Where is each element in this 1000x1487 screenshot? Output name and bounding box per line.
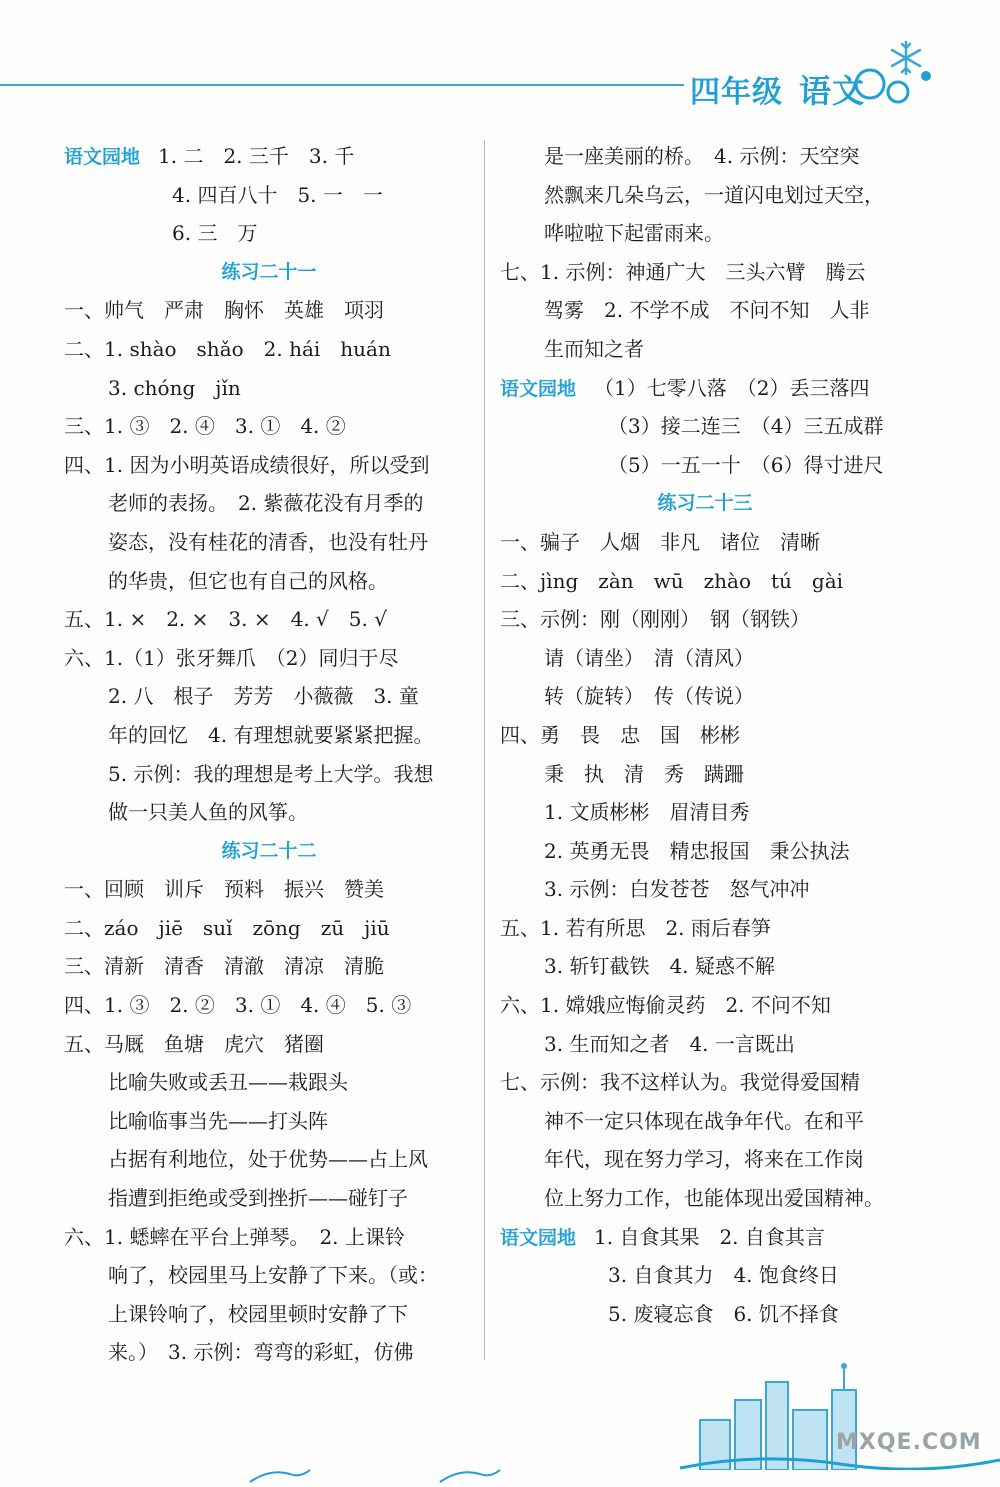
answer-line: [64, 600, 474, 639]
answer-text: 七、1. 示例：神通广大 三头六臂 腾云: [500, 259, 866, 284]
answer-text: 二、1. shào shǎo 2. hái huán: [64, 336, 391, 361]
answer-text: 二、jìng zàn wū zhào tú gài: [500, 568, 844, 593]
answer-text: 比喻失败或丢丑——栽跟头: [108, 1070, 348, 1095]
answer-text: 6. 三 万: [172, 221, 258, 246]
answer-text: 神不一定只体现在战争年代。在和平: [544, 1108, 864, 1133]
answer-text: 然飘来几朵乌云，一道闪电划过天空，: [544, 182, 884, 207]
answer-text: 1. 自食其果 2. 自食其言: [594, 1224, 825, 1249]
answer-text: 2. 八 根子 芳芳 小薇薇 3. 童: [108, 684, 419, 709]
answer-text: 3. chóng jǐn: [108, 375, 241, 400]
answer-text: 位上努力工作，也能体现出爱国精神。: [544, 1186, 884, 1211]
answer-line: [64, 909, 474, 948]
answer-line: [500, 330, 910, 369]
answer-text: 是一座美丽的桥。 4. 示例：天空突: [544, 144, 860, 168]
answer-text: 二、záo jiē suǐ zōng zū jiū: [64, 915, 390, 940]
answer-line: [500, 1140, 910, 1179]
answer-line: [64, 986, 474, 1025]
answer-line: [500, 947, 910, 986]
answer-line: [500, 407, 910, 446]
answer-text: 3. 自食其力 4. 饱食终日: [608, 1263, 839, 1288]
answer-line: [64, 407, 474, 446]
section-heading: 练习二十二: [221, 839, 317, 862]
answer-line: [500, 677, 910, 716]
section-tag: 语文园地: [500, 1226, 577, 1249]
answer-line: [500, 600, 910, 639]
answer-line: [500, 1218, 910, 1257]
answer-line: [500, 986, 910, 1025]
wave-decoration-icon: [240, 1462, 520, 1487]
right-column: [500, 137, 910, 1333]
section-heading: 练习二十三: [657, 492, 753, 515]
answer-line: [64, 137, 474, 176]
answer-text: 转（旋转） 传（传说）: [544, 684, 754, 709]
answer-line: [64, 1333, 474, 1372]
answer-line: [500, 755, 910, 794]
answer-text: 驾雾 2. 不学不成 不问不知 人非: [544, 298, 870, 323]
answer-text: （3）接二连三 （4）三五成群: [608, 414, 884, 439]
answer-line: [500, 1102, 910, 1141]
answer-line: [500, 870, 910, 909]
answer-text: 比喻临事当先——打头阵: [108, 1108, 328, 1133]
answer-line: [500, 369, 910, 408]
answer-text: 秉 执 清 秀 蹒跚: [544, 761, 744, 786]
answer-text: （1）七零八落 （2）丢三落四: [594, 375, 870, 400]
answer-text: 的华贵，但它也有自己的风格。: [108, 568, 388, 593]
answer-text: 请（请坐） 清（清风）: [544, 645, 754, 670]
answer-line: [64, 562, 474, 601]
answer-text: 老师的表扬。 2. 紫薇花没有月季的: [108, 491, 424, 516]
answer-text: 响了，校园里马上安静了下来。（或：: [108, 1263, 438, 1288]
answer-text: 生而知之者: [544, 336, 644, 361]
answer-line: [500, 1025, 910, 1064]
answer-text: 三、示例：刚（刚刚） 钢（钢铁）: [500, 607, 810, 632]
answer-line: [500, 291, 910, 330]
answer-text: 四、勇 畏 忠 国 彬彬: [500, 722, 740, 747]
answer-line: [500, 1295, 910, 1334]
answer-text: 4. 四百八十 5. 一 一: [172, 182, 383, 207]
header-title: [690, 66, 865, 112]
answer-line: [64, 716, 474, 755]
answer-text: 做一只美人鱼的风筝。: [108, 800, 308, 825]
answer-text: 3. 示例：白发苍苍 怒气冲冲: [544, 877, 810, 902]
answer-line: [500, 176, 910, 215]
answer-line: [64, 369, 474, 408]
answer-line: [500, 832, 910, 871]
answer-text: 六、1. 蟋蟀在平台上弹琴。 2. 上课铃: [64, 1224, 405, 1249]
snowflake-bubbles-icon: [852, 34, 942, 114]
answer-line: [500, 446, 910, 485]
answer-text: 六、1.（1）张牙舞爪 （2）同归于尽: [64, 645, 399, 670]
answer-text: 1. 二 2. 三千 3. 千: [158, 144, 355, 168]
answer-line: [64, 484, 474, 523]
answer-text: 来。） 3. 示例：弯弯的彩虹，仿佛: [108, 1340, 414, 1365]
answer-text: 上课铃响了，校园里顿时安静了下: [108, 1301, 408, 1326]
answer-text: 1. 文质彬彬 眉清目秀: [544, 800, 750, 825]
answer-line: [64, 755, 474, 794]
answer-line: [64, 291, 474, 330]
answer-line: [500, 1256, 910, 1295]
answer-text: 七、示例：我不这样认为。我觉得爱国精: [500, 1070, 860, 1095]
answer-line: [500, 1179, 910, 1218]
answer-line: [64, 1179, 474, 1218]
answer-line: [500, 716, 910, 755]
answer-text: 一、骗子 人烟 非凡 诸位 清晰: [500, 529, 820, 554]
section-tag: 语文园地: [64, 146, 141, 168]
answer-line: [500, 639, 910, 678]
answer-text: 四、1. 因为小明英语成绩很好，所以受到: [64, 452, 430, 477]
watermark: MXQE.COM: [836, 1430, 982, 1455]
answer-text: 5. 示例：我的理想是考上大学。我想: [108, 761, 434, 786]
answer-line: [64, 214, 474, 253]
answer-line: [500, 214, 910, 253]
answer-line: [64, 1218, 474, 1257]
answer-text: 四、1. ③ 2. ② 3. ① 4. ④ 5. ③: [64, 993, 412, 1018]
answer-line: [64, 1140, 474, 1179]
answer-line: [64, 176, 474, 215]
answer-text: （5）一五一十 （6）得寸进尺: [608, 452, 884, 477]
answer-line: [64, 1102, 474, 1141]
answer-text: 五、1. × 2. × 3. × 4. √ 5. √: [64, 607, 387, 632]
answer-line: [64, 639, 474, 678]
answer-line: [500, 562, 910, 601]
answer-line: [64, 947, 474, 986]
answer-text: 一、回顾 训斥 预料 振兴 赞美: [64, 877, 384, 902]
answer-text: 2. 英勇无畏 精忠报国 秉公执法: [544, 838, 850, 863]
left-column: [64, 137, 474, 1372]
answer-line: [500, 1063, 910, 1102]
answer-line: [64, 523, 474, 562]
answer-text: 占据有利地位，处于优势——占上风: [108, 1147, 428, 1172]
header-grade: 四年级: [690, 75, 783, 110]
answer-text: 3. 斩钉截铁 4. 疑惑不解: [544, 954, 775, 979]
header-subject: 语文: [799, 72, 866, 110]
answer-line: [500, 909, 910, 948]
section-tag: 语文园地: [500, 377, 577, 400]
answer-line: [64, 870, 474, 909]
answer-line: [500, 523, 910, 562]
answer-text: 五、1. 若有所思 2. 雨后春笋: [500, 915, 771, 940]
answer-text: 五、马厩 鱼塘 虎穴 猪圈: [64, 1031, 324, 1056]
answer-line: [64, 330, 474, 369]
answer-line: [64, 1025, 474, 1064]
answer-text: 姿态，没有桂花的清香，也没有牡丹: [108, 529, 428, 554]
answer-text: 一、帅气 严肃 胸怀 英雄 项羽: [64, 298, 384, 323]
answer-line: [64, 793, 474, 832]
answer-line: [64, 677, 474, 716]
answer-line: [64, 1063, 474, 1102]
answer-line: [500, 137, 910, 176]
answer-text: 哗啦啦下起雷雨来。: [544, 221, 724, 246]
column-divider: [484, 140, 485, 1360]
answer-text: 六、1. 嫦娥应悔偷灵药 2. 不问不知: [500, 993, 831, 1018]
answer-line: [64, 1295, 474, 1334]
answer-text: 5. 废寝忘食 6. 饥不择食: [608, 1301, 839, 1326]
answer-line: [64, 1256, 474, 1295]
answer-line: [500, 253, 910, 292]
answer-text: 3. 生而知之者 4. 一言既出: [544, 1031, 795, 1056]
answer-line: [500, 793, 910, 832]
answer-text: 三、清新 清香 清澈 清凉 清脆: [64, 954, 384, 979]
answer-text: 指遭到拒绝或受到挫折——碰钉子: [108, 1186, 408, 1211]
header-rule: [0, 84, 684, 86]
answer-text: 年代，现在努力学习，将来在工作岗: [544, 1147, 864, 1172]
answer-text: 年的回忆 4. 有理想就要紧紧把握。: [108, 722, 434, 747]
answer-text: 三、1. ③ 2. ④ 3. ① 4. ②: [64, 414, 346, 439]
section-heading: 练习二十一: [221, 260, 317, 283]
answer-line: [64, 446, 474, 485]
